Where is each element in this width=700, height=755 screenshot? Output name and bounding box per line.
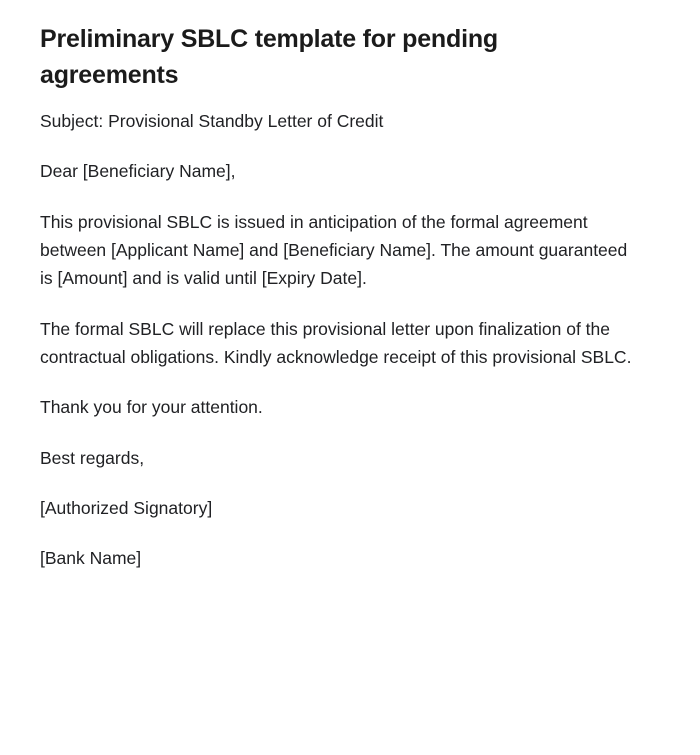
paragraph-salutation: Dear [Beneficiary Name], [40, 161, 236, 182]
paragraph-closing: Best regards, [40, 447, 145, 468]
page-title: Preliminary SBLC template for pending agreements [40, 25, 498, 89]
paragraph-signatory: [Authorized Signatory] [40, 498, 213, 519]
paragraph-subject: Subject: Provisional Standby Letter of Credit [40, 111, 384, 131]
paragraph-bank-name: [Bank Name] [40, 548, 142, 569]
paragraph-provisional-issuance: This provisional SBLC is issued in anticipation of the formal agreement between [Applicant Name] and [Beneficiary Name]. The amount guaranteed is [Amount] and is valid until [Expiry Date]. [40, 211, 628, 289]
paragraph-thank-you: Thank you for your attention. [40, 397, 263, 418]
document-body [40, 107, 660, 573]
paragraph-formal-replacement: The formal SBLC will replace this provisional letter upon finalization of the contractual obligations. Kindly acknowledge receipt of this provisional SBLC. [40, 318, 632, 368]
